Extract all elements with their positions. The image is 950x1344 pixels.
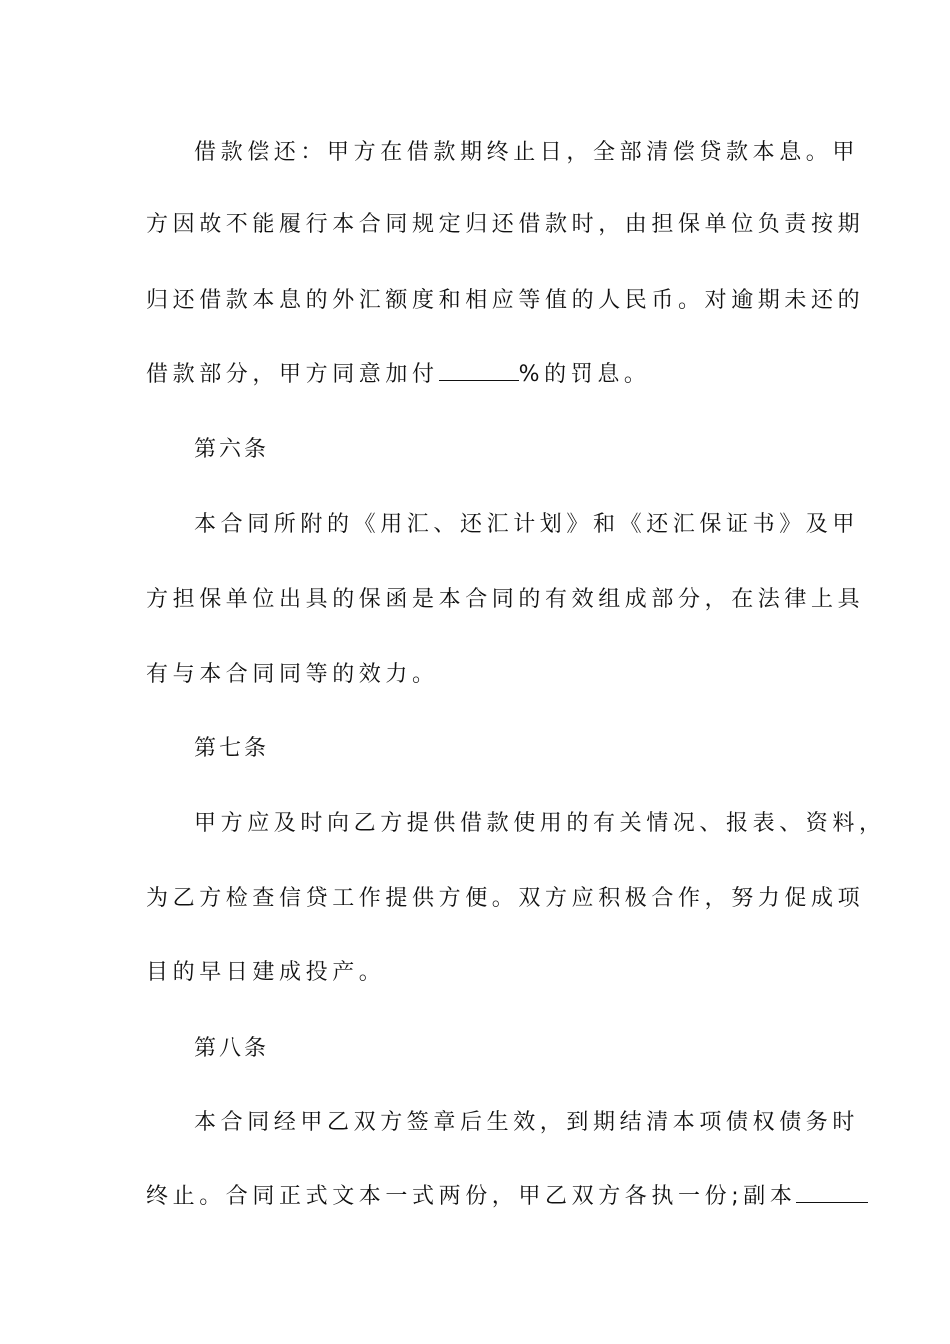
repayment-line-2: 方因故不能履行本合同规定归还借款时，由担保单位负责按期 xyxy=(146,212,865,237)
repayment-line-1: 借款偿还：甲方在借款期终止日，全部清偿贷款本息。甲 xyxy=(194,140,860,165)
penalty-rate-blank xyxy=(439,360,519,381)
article-8-line-2-start: 终止。合同正式文本一式两份，甲乙双方各执一份;副本 xyxy=(146,1184,797,1209)
article-6-line-2: 方担保单位出具的保函是本合同的有效组成部分，在法律上具 xyxy=(146,587,865,612)
article-7-line-1: 甲方应及时向乙方提供借款使用的有关情况、报表、资料， xyxy=(194,811,886,836)
repayment-line-4-start: 借款部分，甲方同意加付 xyxy=(146,362,439,387)
article-8-line-1: 本合同经甲乙双方签章后生效，到期结清本项债权债务时 xyxy=(194,1110,860,1135)
article-7-line-2: 为乙方检查信贷工作提供方便。双方应积极合作，努力促成项 xyxy=(146,886,865,911)
article-8-line-2 xyxy=(146,1182,810,1212)
article-8-heading: 第八条 xyxy=(194,1036,270,1061)
article-6-line-1: 本合同所附的《用汇、还汇计划》和《还汇保证书》及甲 xyxy=(194,512,860,537)
repayment-line-3: 归还借款本息的外汇额度和相应等值的人民币。对逾期未还的 xyxy=(146,288,865,313)
article-6-line-3: 有与本合同同等的效力。 xyxy=(146,662,439,687)
repayment-line-4 xyxy=(146,360,810,390)
article-7-line-3: 目的早日建成投产。 xyxy=(146,960,386,985)
repayment-line-4-end: %的罚息。 xyxy=(518,362,651,387)
copies-count-blank xyxy=(796,1182,868,1203)
article-7-heading: 第七条 xyxy=(194,736,270,761)
article-6-heading: 第六条 xyxy=(194,437,270,462)
